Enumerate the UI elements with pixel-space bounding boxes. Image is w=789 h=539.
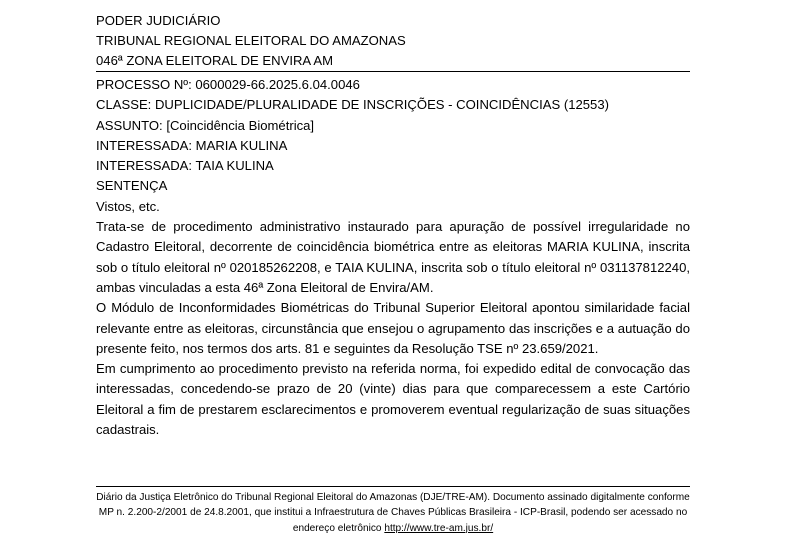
footer-divider xyxy=(96,486,690,487)
case-process-number: PROCESSO Nº: 0600029-66.2025.6.04.0046 xyxy=(96,77,360,92)
document-type-heading: SENTENÇA xyxy=(96,178,168,194)
case-class: CLASSE: DUPLICIDADE/PLURALIDADE DE INSCRIÇÕES - COINCIDÊNCIAS (12553) xyxy=(96,97,609,113)
body-paragraph-2: O Módulo de Inconformidades Biométricas do Tribunal Superior Eleitoral apontou similaridade facial relevante entre as eleitoras, circunstância que ensejou o agrupamento das inscrições e a autuação do presente feito, nos termos dos arts. 81 e seguintes da Resolução TSE nº 23.659/2021. xyxy=(96,300,690,356)
document-page xyxy=(96,11,690,440)
footer-notice xyxy=(96,490,690,536)
case-interested-party-2: INTERESSADA: TAIA KULINA xyxy=(96,158,274,174)
body-paragraph-3: Em cumprimento ao procedimento previsto na referida norma, foi expedido edital de convocação das interessadas, concedendo-se prazo de 20 (vinte) dias para que comparecessem a este Cartório Eleitoral a fim de prestarem esclarecimentos e promoverem eventual regularização de suas situações cadastrais. xyxy=(96,361,690,438)
body-paragraph-1: Trata-se de procedimento administrativo instaurado para apuração de possível irregularidade no Cadastro Eleitoral, decorrente de coincidência biométrica entre as eleitoras MARIA KULINA, inscrita sob o título eleitoral nº 020185262208, e TAIA KULINA, inscrita sob o título eleitoral nº 031137812240, ambas vinculadas a esta 46ª Zona Eleitoral de Envira/AM. xyxy=(96,219,690,295)
header-court-branch: PODER JUDICIÁRIO xyxy=(96,13,221,28)
case-subject: ASSUNTO: [Coincidência Biométrica] xyxy=(96,117,315,133)
footer-text: Diário da Justiça Eletrônico do Tribunal Regional Eleitoral do Amazonas (DJE/TRE-AM). Documento assinado digitalmente conforme MP n. 2.200-2/2001 de 24.8.2001, que institui a Infraestrutura de Chaves Públicas Brasileira - ICP-Brasil, podendo ser acessado no endereço eletrônico xyxy=(96,492,690,534)
case-interested-party-1: INTERESSADA: MARIA KULINA xyxy=(96,137,288,153)
header-electoral-zone: 046ª ZONA ELEITORAL DE ENVIRA AM xyxy=(96,53,333,68)
opening-phrase: Vistos, etc. xyxy=(96,198,160,214)
footer-link[interactable]: http://www.tre-am.jus.br/ xyxy=(384,522,494,534)
header-tribunal: TRIBUNAL REGIONAL ELEITORAL DO AMAZONAS xyxy=(96,33,406,48)
